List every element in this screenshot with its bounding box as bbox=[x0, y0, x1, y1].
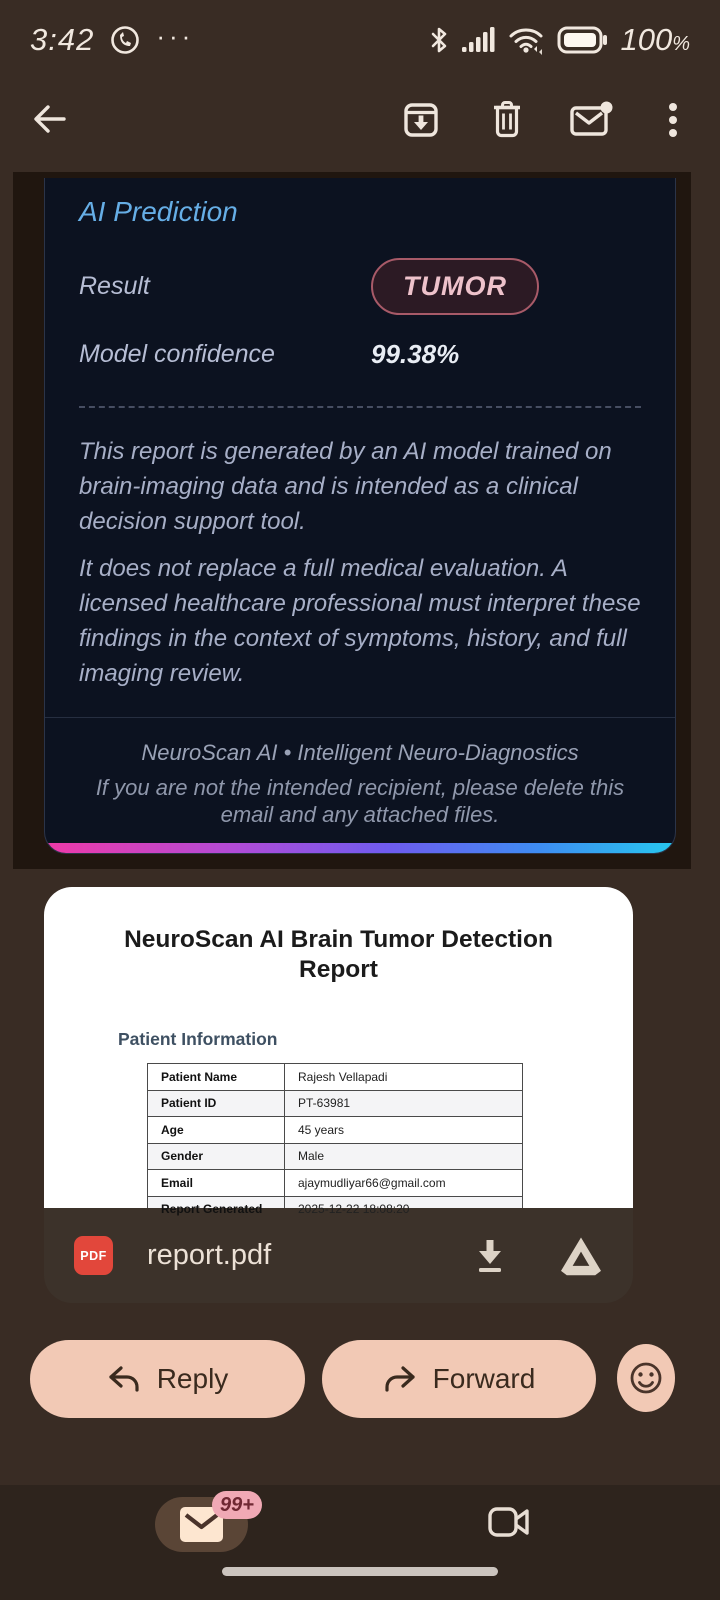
attachment-filename: report.pdf bbox=[147, 1239, 272, 1271]
confidence-value: 99.38% bbox=[371, 339, 460, 369]
bluetooth-icon bbox=[428, 25, 450, 55]
home-indicator[interactable] bbox=[222, 1567, 498, 1576]
disclaimer-paragraph: It does not replace a full medical evaluation. A licensed healthcare professional must interpret these findings in the context of symptoms, history, and full imaging review. bbox=[79, 555, 641, 687]
confidence-label: Model confidence bbox=[79, 340, 275, 368]
reply-icon bbox=[107, 1363, 141, 1395]
accent-gradient-bar bbox=[45, 843, 675, 853]
forward-button[interactable] bbox=[322, 1340, 596, 1418]
table-cell-label: Gender bbox=[148, 1143, 285, 1170]
table-cell-value: PT-63981 bbox=[285, 1090, 523, 1117]
table-cell-label: Age bbox=[148, 1117, 285, 1144]
footer-divider bbox=[45, 717, 675, 718]
drive-icon[interactable] bbox=[559, 1236, 603, 1276]
whatsapp-icon bbox=[108, 23, 142, 57]
notification-dots: ··· bbox=[156, 20, 195, 51]
battery-percent: 100% bbox=[620, 22, 690, 57]
result-row bbox=[79, 258, 641, 315]
bottom-nav-bar bbox=[0, 1485, 720, 1600]
table-cell-value: 45 years bbox=[285, 1117, 523, 1144]
confidence-row bbox=[79, 339, 641, 370]
table-row bbox=[148, 1170, 523, 1197]
mark-unread-icon[interactable] bbox=[568, 99, 616, 141]
battery-icon bbox=[557, 25, 609, 55]
table-row bbox=[148, 1064, 523, 1091]
download-icon[interactable] bbox=[471, 1236, 509, 1276]
table-row bbox=[148, 1117, 523, 1144]
table-cell-value: 2025-12-22 18:08:20 bbox=[285, 1196, 523, 1223]
emoji-reaction-button[interactable] bbox=[617, 1344, 675, 1412]
forward-label: Forward bbox=[432, 1363, 536, 1394]
footer-brand: NeuroScan AI • Intelligent Neuro-Diagnostics bbox=[141, 740, 579, 765]
table-cell-label: Patient ID bbox=[148, 1090, 285, 1117]
table-cell-value: Rajesh Vellapadi bbox=[285, 1064, 523, 1091]
table-cell-value: Male bbox=[285, 1143, 523, 1170]
unread-count-badge: 99+ bbox=[212, 1491, 262, 1519]
prediction-heading: AI Prediction bbox=[79, 196, 238, 227]
table-cell-label: Email bbox=[148, 1170, 285, 1197]
pdf-title: NeuroScan AI Brain Tumor Detection Report bbox=[124, 926, 553, 983]
delete-icon[interactable] bbox=[486, 99, 528, 141]
dashed-divider bbox=[79, 406, 641, 408]
archive-icon[interactable] bbox=[400, 99, 442, 141]
pdf-preview[interactable] bbox=[44, 887, 633, 1217]
back-icon[interactable] bbox=[30, 99, 70, 139]
reply-label: Reply bbox=[156, 1363, 229, 1394]
attachment-card[interactable] bbox=[44, 887, 633, 1303]
table-row bbox=[148, 1143, 523, 1170]
patient-info-table bbox=[147, 1063, 523, 1223]
table-row bbox=[148, 1090, 523, 1117]
video-camera-icon[interactable] bbox=[486, 1502, 532, 1542]
table-cell-label: Patient Name bbox=[148, 1064, 285, 1091]
status-bar bbox=[0, 0, 720, 80]
result-label: Result bbox=[79, 272, 150, 300]
pdf-icon: PDF bbox=[74, 1236, 113, 1275]
disclaimer-paragraph: This report is generated by an AI model trained on brain-imaging data and is intended as a clinical decision support tool. bbox=[79, 438, 612, 535]
status-bar-right bbox=[428, 22, 690, 58]
result-badge: TUMOR bbox=[371, 258, 539, 315]
table-cell-label: Report Generated bbox=[148, 1196, 285, 1223]
wifi-icon bbox=[508, 25, 546, 55]
clock: 3:42 bbox=[30, 22, 95, 57]
reply-button[interactable] bbox=[30, 1340, 305, 1418]
app-bar bbox=[0, 85, 720, 157]
smiley-icon bbox=[626, 1358, 666, 1398]
email-body bbox=[13, 172, 691, 869]
forward-icon bbox=[383, 1363, 417, 1395]
attachment-bar[interactable] bbox=[44, 1208, 633, 1303]
ai-prediction-card bbox=[44, 178, 676, 854]
pdf-section-title: Patient Information bbox=[118, 1029, 278, 1049]
status-bar-left bbox=[30, 22, 194, 58]
overflow-menu-icon[interactable] bbox=[656, 99, 690, 141]
table-cell-value: ajaymudliyar66@gmail.com bbox=[285, 1170, 523, 1197]
signal-icon bbox=[461, 25, 497, 55]
footer-note: If you are not the intended recipient, please delete this email and any attached files. bbox=[95, 775, 625, 827]
